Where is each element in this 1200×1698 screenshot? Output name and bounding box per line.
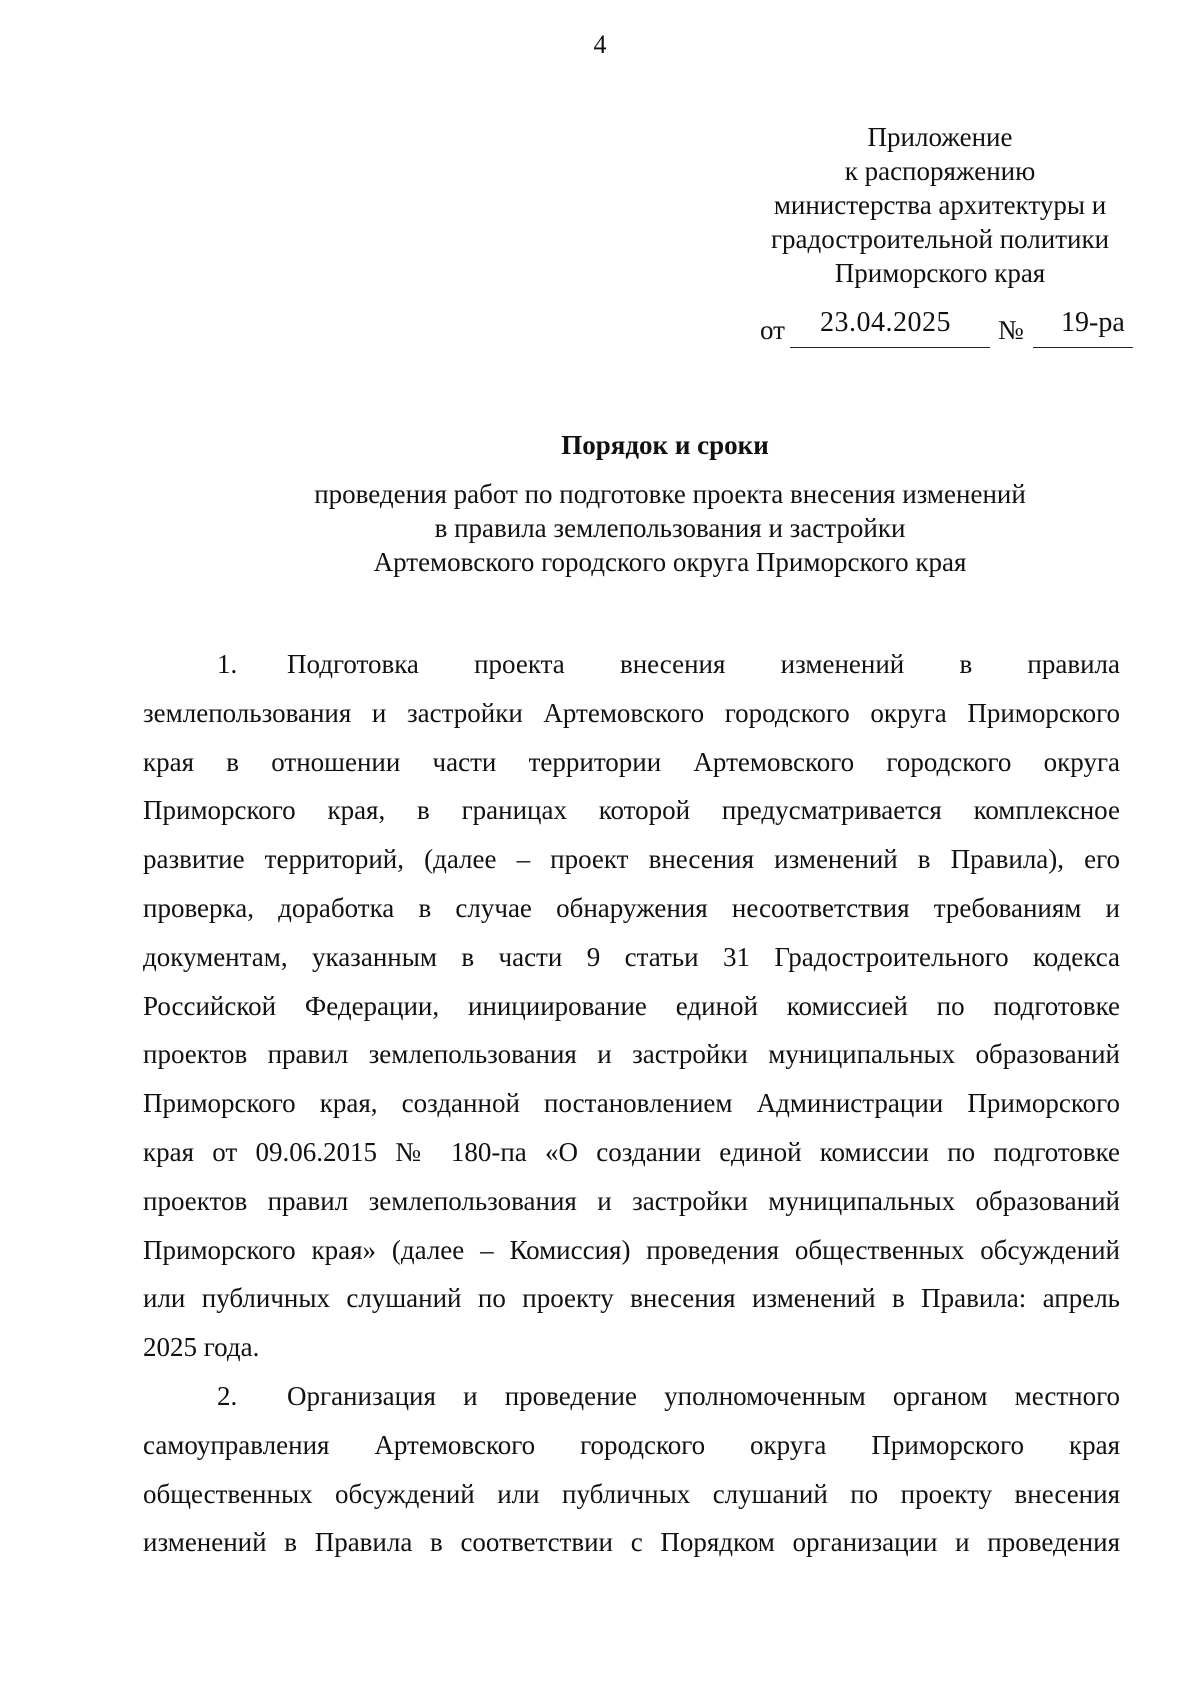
document-title: Порядок и сроки bbox=[561, 430, 769, 460]
from-label: от bbox=[760, 315, 785, 345]
paragraph-line: 2025 года. bbox=[143, 1332, 260, 1363]
appendix-line: министерства архитектуры и bbox=[773, 190, 1107, 220]
number-field bbox=[1033, 307, 1133, 348]
paragraph-line bbox=[143, 640, 1120, 689]
paragraph-line: проектов правил землепользования и застройки муниципальных образований bbox=[143, 1185, 1120, 1216]
paragraph-line: землепользования и застройки Артемовского городского округа Приморского bbox=[143, 697, 1120, 728]
appendix-line: Приложение bbox=[867, 122, 1013, 152]
paragraph-line bbox=[143, 1372, 1120, 1421]
appendix-block bbox=[740, 120, 1140, 290]
paragraph-line: края от 09.06.2015 № 180-па «О создании единой комиссии по подготовке bbox=[143, 1136, 1120, 1167]
subtitle-line: Артемовского городского округа Приморского края bbox=[373, 547, 967, 577]
paragraph-line: Приморского края» (далее – Комиссия) проведения общественных обсуждений bbox=[143, 1234, 1120, 1265]
date-field bbox=[790, 307, 990, 348]
document-body bbox=[143, 640, 1120, 1567]
appendix-line: к распоряжению bbox=[844, 156, 1036, 186]
paragraph-line: Российской Федерации, инициирование единой комиссией по подготовке bbox=[143, 990, 1120, 1021]
number-label: № bbox=[998, 315, 1024, 345]
paragraph-line: края в отношении части территории Артемовского городского округа bbox=[143, 746, 1120, 777]
subtitle-line: проведения работ по подготовке проекта внесения изменений bbox=[314, 479, 1026, 509]
paragraph-line: Приморского края, в границах которой предусматривается комплексное bbox=[143, 795, 1120, 826]
paragraph-line: Приморского края, созданной постановлением Администрации Приморского bbox=[143, 1088, 1120, 1119]
paragraph bbox=[143, 640, 1120, 1372]
paragraph-line: развитие территорий, (далее – проект внесения изменений в Правила), его bbox=[143, 844, 1120, 875]
paragraph-line: документам, указанным в части 9 статьи 31 Градостроительного кодекса bbox=[143, 941, 1120, 972]
number-value: 19-ра bbox=[1061, 307, 1125, 338]
date-value: 23.04.2025 bbox=[820, 307, 951, 338]
paragraph bbox=[143, 1372, 1120, 1567]
paragraph-line: проектов правил землепользования и застройки муниципальных образований bbox=[143, 1039, 1120, 1070]
paragraph-line: самоуправления Артемовского городского округа Приморского края bbox=[143, 1429, 1120, 1460]
appendix-line: градостроительной политики bbox=[770, 224, 1110, 254]
paragraph-line: или публичных слушаний по проекту внесения изменений в Правила: апрель bbox=[143, 1283, 1120, 1314]
paragraph-first-line-text: Организация и проведение уполномоченным органом местного bbox=[287, 1380, 1120, 1411]
paragraph-number: 2. bbox=[217, 1380, 238, 1411]
appendix-line: Приморского края bbox=[834, 258, 1046, 288]
paragraph-first-line-text: Подготовка проекта внесения изменений в правила bbox=[287, 649, 1120, 679]
appendix-date-line bbox=[760, 308, 1140, 348]
paragraph-line: изменений в Правила в соответствии с Порядком организации и проведения bbox=[143, 1527, 1120, 1558]
document-subtitle bbox=[280, 477, 1060, 579]
paragraph-line: общественных обсуждений или публичных слушаний по проекту внесения bbox=[143, 1478, 1120, 1509]
subtitle-line: в правила землепользования и застройки bbox=[434, 513, 906, 543]
page-number: 4 bbox=[593, 30, 607, 59]
paragraph-line: проверка, доработка в случае обнаружения несоответствия требованиям и bbox=[143, 892, 1120, 923]
paragraph-number: 1. bbox=[217, 649, 238, 679]
